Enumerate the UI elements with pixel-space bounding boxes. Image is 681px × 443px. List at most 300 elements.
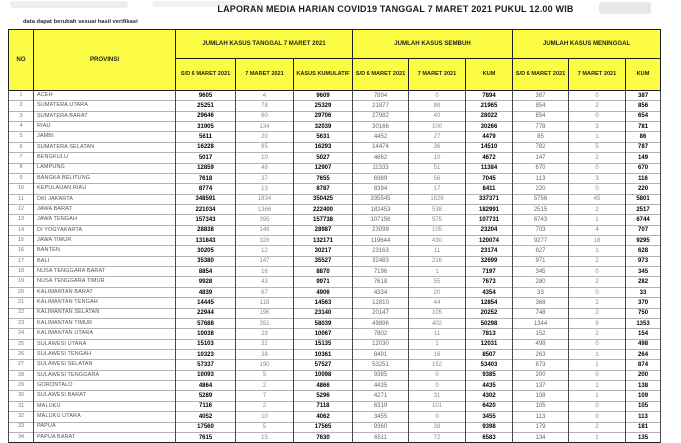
value-cell: 30266 [466,122,513,132]
value-cell: 15 [236,432,294,442]
covid-report-table [8,29,661,443]
subcol-meninggal-sd: S/D 6 MARET 2021 [513,59,569,91]
value-cell: 748 [513,308,569,318]
value-cell: 7118 [294,401,353,411]
subcol-sembuh-7mar: 7 MARET 2021 [409,59,466,91]
value-cell: 105 [626,401,661,411]
row-no: 8 [9,163,34,173]
value-cell: 157343 [176,215,236,225]
value-cell: 29706 [294,111,353,121]
value-cell: 11384 [466,163,513,173]
value-cell: 348591 [176,194,236,204]
value-cell: 16228 [176,142,236,152]
value-cell: 21877 [353,101,409,111]
row-no: 21 [9,298,34,308]
value-cell: 670 [626,163,661,173]
value-cell: 654 [513,111,569,121]
value-cell: 9971 [294,277,353,287]
value-cell: 9928 [176,277,236,287]
province-name: KALIMANTAN SELATAN [34,308,176,318]
value-cell: 5631 [294,132,353,142]
subcol-kasus-kumulatif: KASUS KUMULATIF [294,59,353,91]
subcol-meninggal-kum: KUM [626,59,661,91]
value-cell: 2 [236,401,294,411]
row-no: 29 [9,381,34,391]
table-row [9,91,661,101]
value-cell: 1 [569,132,626,142]
value-cell: 5 [236,422,294,432]
value-cell: 9609 [294,91,353,101]
value-cell: 370 [626,298,661,308]
row-no: 2 [9,101,34,111]
province-name: KALIMANTAN UTARA [34,329,176,339]
value-cell: 28987 [294,225,353,235]
value-cell: 17560 [176,422,236,432]
value-cell: 32039 [294,122,353,132]
value-cell: 15135 [294,339,353,349]
value-cell: 10098 [294,370,353,380]
group-header-kasus: JUMLAH KASUS TANGGAL 7 MARET 2021 [176,30,353,59]
value-cell: 7673 [466,277,513,287]
value-cell: 10 [409,153,466,163]
value-cell: 182991 [466,204,513,214]
value-cell: 263 [513,349,569,359]
value-cell: 28022 [466,111,513,121]
table-row [9,329,661,339]
value-cell: 5289 [176,391,236,401]
value-cell: 154 [626,329,661,339]
value-cell: 53251 [353,360,409,370]
value-cell: 65 [236,142,294,152]
value-cell: 31 [409,391,466,401]
value-cell: 7045 [466,173,513,183]
value-cell: 101 [409,401,466,411]
value-cell: 16 [236,267,294,277]
value-cell: 282 [626,277,661,287]
table-row [9,349,661,359]
value-cell: 43 [236,277,294,287]
value-cell: 9385 [353,370,409,380]
value-cell: 4052 [176,412,236,422]
province-name: PAPUA BARAT [34,432,176,442]
value-cell: 35527 [294,256,353,266]
value-cell: 12031 [466,339,513,349]
table-row [9,381,661,391]
value-cell: 32483 [353,256,409,266]
value-cell: 12810 [353,298,409,308]
table-row [9,132,661,142]
value-cell: 147 [236,256,294,266]
value-cell: 113 [626,412,661,422]
province-name: GORONTALO [34,381,176,391]
value-cell: 12854 [466,298,513,308]
value-cell: 23163 [353,246,409,256]
value-cell: 402 [409,318,466,328]
value-cell: 2 [569,329,626,339]
value-cell: 157738 [294,215,353,225]
value-cell: 4354 [466,287,513,297]
value-cell: 368 [513,298,569,308]
value-cell: 16293 [294,142,353,152]
value-cell: 138 [626,381,661,391]
value-cell: 337371 [466,194,513,204]
value-cell: 9385 [466,370,513,380]
row-no: 28 [9,370,34,380]
value-cell: 395 [236,215,294,225]
value-cell: 25329 [294,101,353,111]
value-cell: 113 [513,173,569,183]
row-no: 15 [9,236,34,246]
value-cell: 48 [236,163,294,173]
value-cell: 105 [409,308,466,318]
value-cell: 6743 [513,215,569,225]
province-name: SULAWESI TENGAH [34,349,176,359]
value-cell: 7618 [353,277,409,287]
row-no: 17 [9,256,34,266]
value-cell: 2 [236,381,294,391]
value-cell: 216 [409,256,466,266]
value-cell: 105 [409,225,466,235]
province-name: SUMATERA UTARA [34,101,176,111]
value-cell: 37 [236,173,294,183]
value-cell: 627 [513,246,569,256]
value-cell: 973 [626,256,661,266]
value-cell: 7655 [294,173,353,183]
value-cell: 2 [569,422,626,432]
row-no: 16 [9,246,34,256]
value-cell: 5027 [294,153,353,163]
value-cell: 57337 [176,360,236,370]
value-cell: 182453 [353,204,409,214]
value-cell: 538 [409,204,466,214]
value-cell: 0 [569,163,626,173]
value-cell: 23174 [466,246,513,256]
table-row [9,163,661,173]
value-cell: 8870 [294,267,353,277]
value-cell: 0 [569,267,626,277]
row-no: 7 [9,153,34,163]
row-no: 20 [9,287,34,297]
table-row [9,101,661,111]
value-cell: 49896 [353,318,409,328]
value-cell: 498 [626,339,661,349]
value-cell: 7894 [353,91,409,101]
value-cell: 58039 [294,318,353,328]
value-cell: 220 [626,184,661,194]
value-cell: 9277 [513,236,569,246]
value-cell: 4662 [353,153,409,163]
value-cell: 10361 [294,349,353,359]
value-cell: 2 [569,101,626,111]
value-cell: 10093 [176,370,236,380]
value-cell: 27982 [353,111,409,121]
table-row [9,401,661,411]
value-cell: 78 [236,101,294,111]
value-cell: 53403 [466,360,513,370]
value-cell: 8394 [353,184,409,194]
row-no: 6 [9,142,34,152]
value-cell: 11 [409,329,466,339]
value-cell: 12859 [176,163,236,173]
value-cell: 32699 [466,256,513,266]
table-row [9,339,661,349]
row-no: 13 [9,215,34,225]
value-cell: 345 [513,267,569,277]
value-cell: 18 [569,236,626,246]
value-cell: 25251 [176,101,236,111]
table-row [9,111,661,121]
row-no: 25 [9,339,34,349]
value-cell: 5017 [176,153,236,163]
value-cell: 3 [569,173,626,183]
value-cell: 14474 [353,142,409,152]
value-cell: 2515 [513,204,569,214]
value-cell: 2 [569,204,626,214]
value-cell: 11 [409,246,466,256]
value-cell: 113 [513,412,569,422]
value-cell: 0 [569,339,626,349]
value-cell: 4839 [176,287,236,297]
value-cell: 152 [513,329,569,339]
value-cell: 57688 [176,318,236,328]
row-no: 31 [9,401,34,411]
value-cell: 20252 [466,308,513,318]
table-row [9,173,661,183]
table-row [9,277,661,287]
value-cell: 17 [409,184,466,194]
value-cell: 5801 [626,194,661,204]
value-cell: 107156 [353,215,409,225]
value-cell: 107731 [466,215,513,225]
province-name: JAWA TENGAH [34,215,176,225]
value-cell: 335545 [353,194,409,204]
value-cell: 9295 [626,236,661,246]
value-cell: 86 [626,132,661,142]
row-no: 34 [9,432,34,442]
value-cell: 21965 [466,101,513,111]
row-no: 10 [9,184,34,194]
value-cell: 221034 [176,204,236,214]
value-cell: 109 [626,391,661,401]
value-cell: 147 [513,153,569,163]
province-name: KALIMANTAN TIMUR [34,318,176,328]
province-name: SULAWESI UTARA [34,339,176,349]
province-name: KEPULAUAN RIAU [34,184,176,194]
value-cell: 7615 [176,432,236,442]
value-cell: 0 [409,412,466,422]
table-body [9,91,661,443]
value-cell: 1 [569,432,626,442]
value-cell: 60 [236,111,294,121]
value-cell: 778 [513,122,569,132]
row-no: 22 [9,308,34,318]
province-name: NUSA TENGGARA BARAT [34,267,176,277]
value-cell: 29 [236,329,294,339]
value-cell: 703 [513,225,569,235]
value-cell: 1 [569,215,626,225]
value-cell: 16 [409,349,466,359]
value-cell: 10067 [294,329,353,339]
province-name: SULAWESI BARAT [34,391,176,401]
province-name: JAWA BARAT [34,204,176,214]
value-cell: 854 [513,101,569,111]
row-no: 11 [9,194,34,204]
province-name: BALI [34,256,176,266]
value-cell: 10 [236,153,294,163]
province-name: PAPUA [34,422,176,432]
value-cell: 8491 [353,349,409,359]
value-cell: 1 [569,391,626,401]
value-cell: 12030 [353,339,409,349]
table-row [9,204,661,214]
value-cell: 6989 [353,173,409,183]
value-cell: 4452 [353,132,409,142]
table-row [9,256,661,266]
value-cell: 9605 [176,91,236,101]
value-cell: 20147 [353,308,409,318]
value-cell: 7618 [176,173,236,183]
table-row [9,422,661,432]
value-cell: 4906 [294,287,353,297]
value-cell: 0 [569,111,626,121]
row-no: 14 [9,225,34,235]
province-name: DKI JAKARTA [34,194,176,204]
verification-note: data dapat berubah sesuai hasil verifikasi [23,19,138,25]
value-cell: 4334 [353,287,409,297]
value-cell: 51 [409,163,466,173]
value-cell: 14510 [466,142,513,152]
value-cell: 10323 [176,349,236,359]
value-cell: 30205 [176,246,236,256]
value-cell: 149 [236,225,294,235]
value-cell: 6319 [353,401,409,411]
table-row [9,122,661,132]
value-cell: 8774 [176,184,236,194]
row-no: 26 [9,349,34,359]
value-cell: 6583 [466,432,513,442]
value-cell: 31905 [176,122,236,132]
value-cell: 0 [569,184,626,194]
value-cell: 33 [626,287,661,297]
value-cell: 57527 [294,360,353,370]
province-name: KALIMANTAN TENGAH [34,298,176,308]
page-title: LAPORAN MEDIA HARIAN COVID19 TANGGAL 7 MARET 2021 PUKUL 12.00 WIB [217,4,574,14]
value-cell: 874 [626,360,661,370]
value-cell: 36 [409,142,466,152]
row-no: 23 [9,318,34,328]
subcol-sembuh-kum: KUM [466,59,513,91]
value-cell: 7802 [353,329,409,339]
table-row [9,246,661,256]
value-cell: 50298 [466,318,513,328]
province-name: DI YOGYAKARTA [34,225,176,235]
table-row [9,432,661,442]
table-row [9,153,661,163]
value-cell: 971 [513,256,569,266]
province-name: SULAWESI SELATAN [34,360,176,370]
table-row [9,225,661,235]
value-cell: 23099 [353,225,409,235]
province-name: MALUKU [34,401,176,411]
table-row [9,287,661,297]
value-cell: 29646 [176,111,236,121]
value-cell: 0 [569,412,626,422]
value-cell: 1 [569,246,626,256]
value-cell: 131843 [176,236,236,246]
province-name: RIAU [34,122,176,132]
value-cell: 4 [236,91,294,101]
value-cell: 6744 [626,215,661,225]
value-cell: 108 [513,391,569,401]
value-cell: 40 [409,111,466,121]
subcol-sembuh-sd: S/D 6 MARET 2021 [353,59,409,91]
value-cell: 4479 [466,132,513,142]
value-cell: 781 [626,122,661,132]
value-cell: 190 [236,360,294,370]
value-cell: 9 [569,318,626,328]
value-cell: 7630 [294,432,353,442]
row-no: 33 [9,422,34,432]
group-header-meninggal: JUMLAH KASUS MENINGGAL [513,30,661,59]
value-cell: 856 [626,101,661,111]
table-row [9,184,661,194]
value-cell: 1834 [236,194,294,204]
value-cell: 88 [409,101,466,111]
value-cell: 14563 [294,298,353,308]
value-cell: 4435 [353,381,409,391]
value-cell: 1 [569,349,626,359]
value-cell: 4672 [466,153,513,163]
value-cell: 13 [236,184,294,194]
value-cell: 4 [569,225,626,235]
group-header-sembuh: JUMLAH KASUS SEMBUH [353,30,513,59]
value-cell: 873 [513,360,569,370]
value-cell: 4864 [176,381,236,391]
value-cell: 8787 [294,184,353,194]
value-cell: 132171 [294,236,353,246]
value-cell: 8411 [466,184,513,194]
value-cell: 4271 [353,391,409,401]
value-cell: 264 [626,349,661,359]
value-cell: 328 [236,236,294,246]
value-cell: 4866 [294,381,353,391]
value-cell: 28838 [176,225,236,235]
col-header-no: NO [9,30,34,91]
value-cell: 670 [513,163,569,173]
value-cell: 179 [513,422,569,432]
value-cell: 27 [409,132,466,142]
value-cell: 119644 [353,236,409,246]
value-cell: 35380 [176,256,236,266]
value-cell: 787 [626,142,661,152]
value-cell: 1 [569,381,626,391]
value-cell: 3455 [466,412,513,422]
value-cell: 200 [626,370,661,380]
value-cell: 575 [409,215,466,225]
value-cell: 149 [626,153,661,163]
value-cell: 0 [569,91,626,101]
value-cell: 3 [569,122,626,132]
value-cell: 10 [236,412,294,422]
province-name: NUSA TENGGARA TIMUR [34,277,176,287]
table-row [9,194,661,204]
province-name: SUMATERA SELATAN [34,142,176,152]
value-cell: 351 [236,318,294,328]
value-cell: 782 [513,142,569,152]
value-cell: 2 [569,308,626,318]
province-name: JAWA TIMUR [34,236,176,246]
value-cell: 280 [513,277,569,287]
